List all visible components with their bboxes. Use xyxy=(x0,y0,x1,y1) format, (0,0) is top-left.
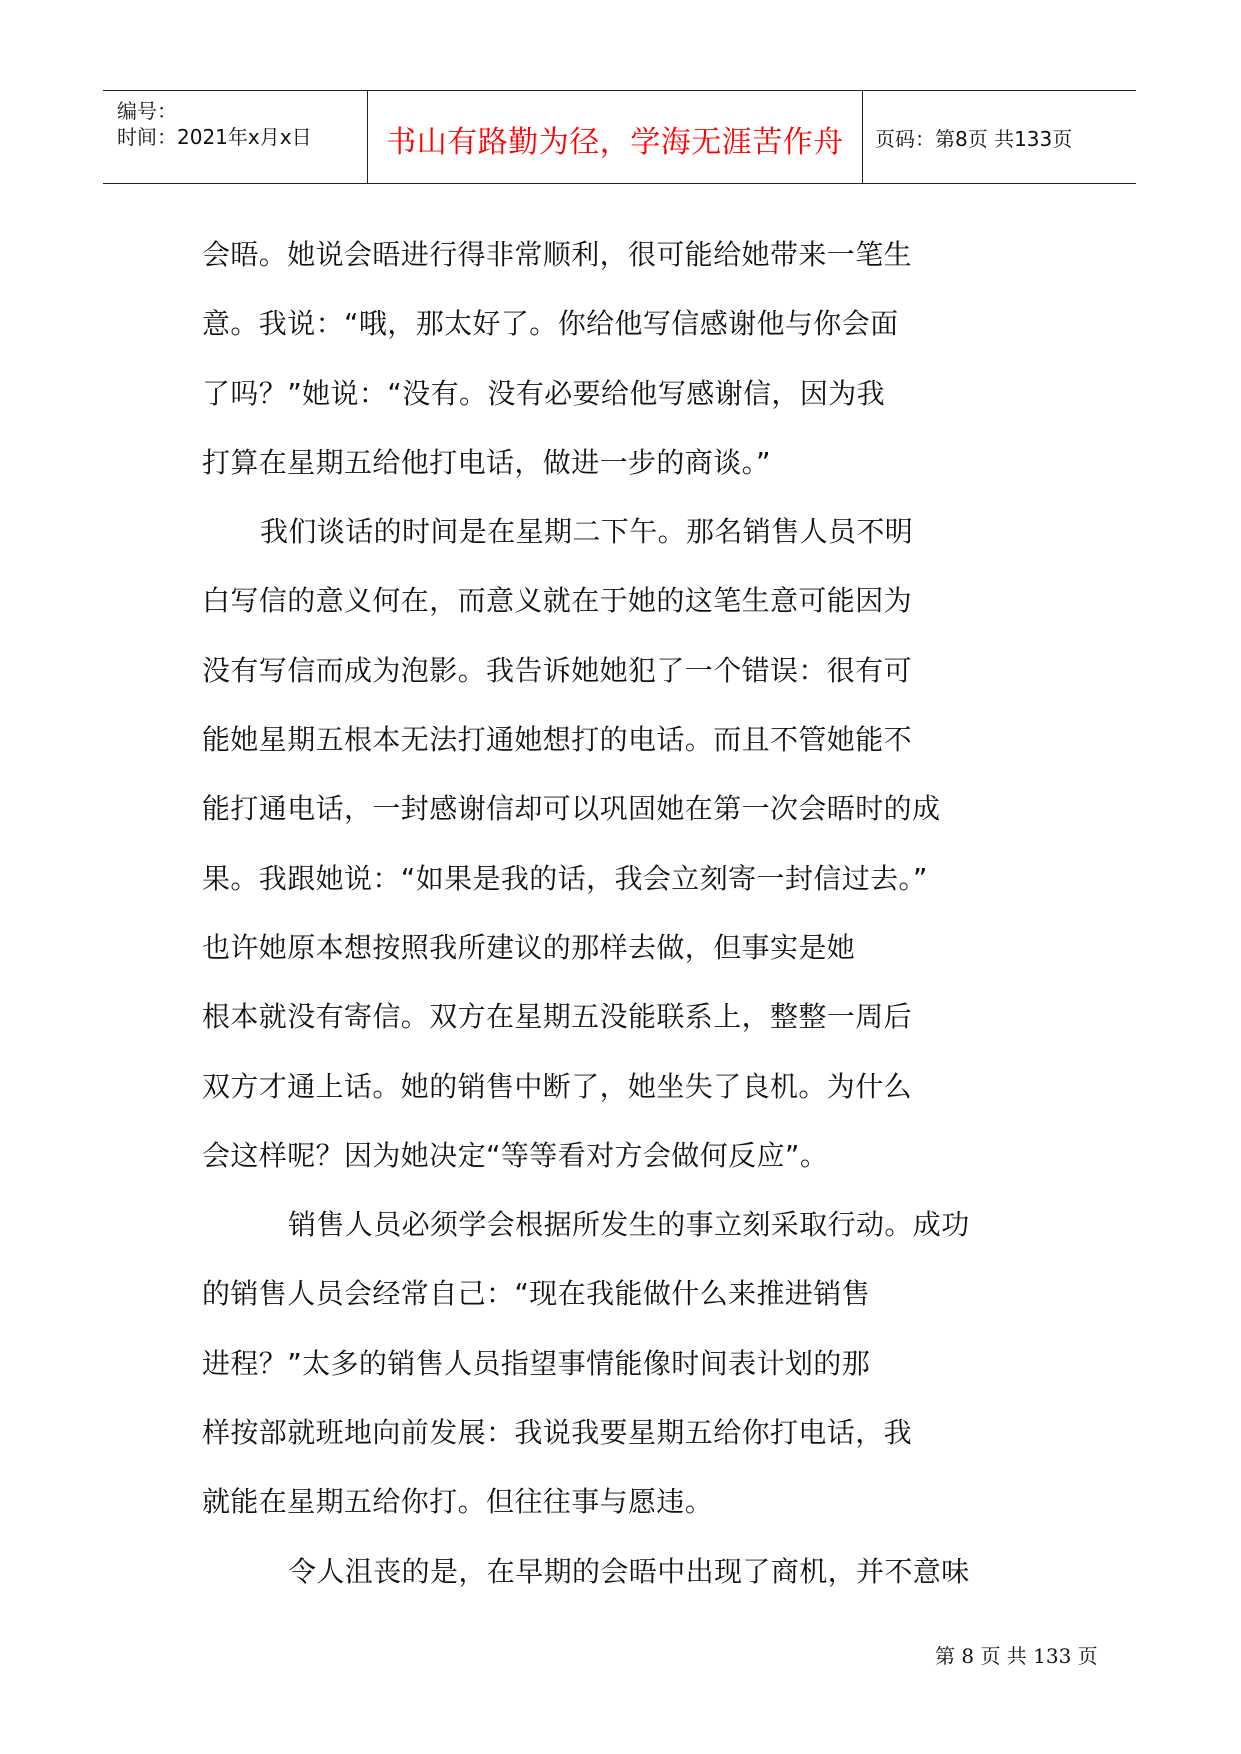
header-right-cell xyxy=(863,91,1136,183)
body-line: 会这样呢？因为她决定“等等看对方会做何反应”。 xyxy=(202,1138,829,1172)
body-line: 能她星期五根本无法打通她想打的电话。而且不管她能不 xyxy=(202,723,913,757)
body-line: 果。我跟她说：“如果是我的话，我会立刻寄一封信过去。” xyxy=(202,861,928,895)
document-body xyxy=(202,220,1082,1606)
body-line: 的销售人员会经常自己：“现在我能做什么来推进销售 xyxy=(202,1277,871,1311)
body-line: 双方才通上话。她的销售中断了，她坐失了良机。为什么 xyxy=(202,1069,913,1103)
body-line: 令人沮丧的是，在早期的会晤中出现了商机，并不意味 xyxy=(288,1554,970,1588)
page-footer: 第 8 页 共 133 页 xyxy=(935,1644,1098,1668)
body-line: 能打通电话，一封感谢信却可以巩固她在第一次会晤时的成 xyxy=(202,792,941,826)
body-line: 意。我说：“哦，那太好了。你给他写信感谢他与你会面 xyxy=(202,307,899,341)
body-line: 就能在星期五给你打。但往往事与愿违。 xyxy=(202,1485,714,1519)
header-left-cell xyxy=(103,91,368,183)
body-line: 也许她原本想按照我所建议的那样去做，但事实是她 xyxy=(202,930,856,964)
body-line: 了吗？”她说：“没有。没有必要给他写感谢信，因为我 xyxy=(202,376,886,410)
header-motto: 书山有路勤为径，学海无涯苦作舟 xyxy=(386,125,844,160)
body-line: 没有写信而成为泡影。我告诉她她犯了一个错误：很有可 xyxy=(202,653,913,687)
header-middle-cell xyxy=(368,91,863,183)
body-line: 打算在星期五给他打电话，做进一步的商谈。” xyxy=(202,445,771,479)
body-line: 进程？”太多的销售人员指望事情能像时间表计划的那 xyxy=(202,1346,871,1380)
document-time-label: 时间：2021年x月x日 xyxy=(117,125,312,149)
document-number-label: 编号： xyxy=(117,99,177,123)
body-line: 销售人员必须学会根据所发生的事立刻采取行动。成功 xyxy=(288,1208,970,1242)
body-line: 根本就没有寄信。双方在星期五没能联系上，整整一周后 xyxy=(202,1000,913,1034)
body-line: 白写信的意义何在，而意义就在于她的这笔生意可能因为 xyxy=(202,584,913,618)
body-line: 会晤。她说会晤进行得非常顺利，很可能给她带来一笔生 xyxy=(202,238,913,271)
header-page-info: 页码：第8页 共133页 xyxy=(875,127,1073,151)
page-header xyxy=(103,90,1136,184)
body-line: 我们谈话的时间是在星期二下午。那名销售人员不明 xyxy=(260,515,914,549)
body-line: 样按部就班地向前发展：我说我要星期五给你打电话，我 xyxy=(202,1416,913,1450)
